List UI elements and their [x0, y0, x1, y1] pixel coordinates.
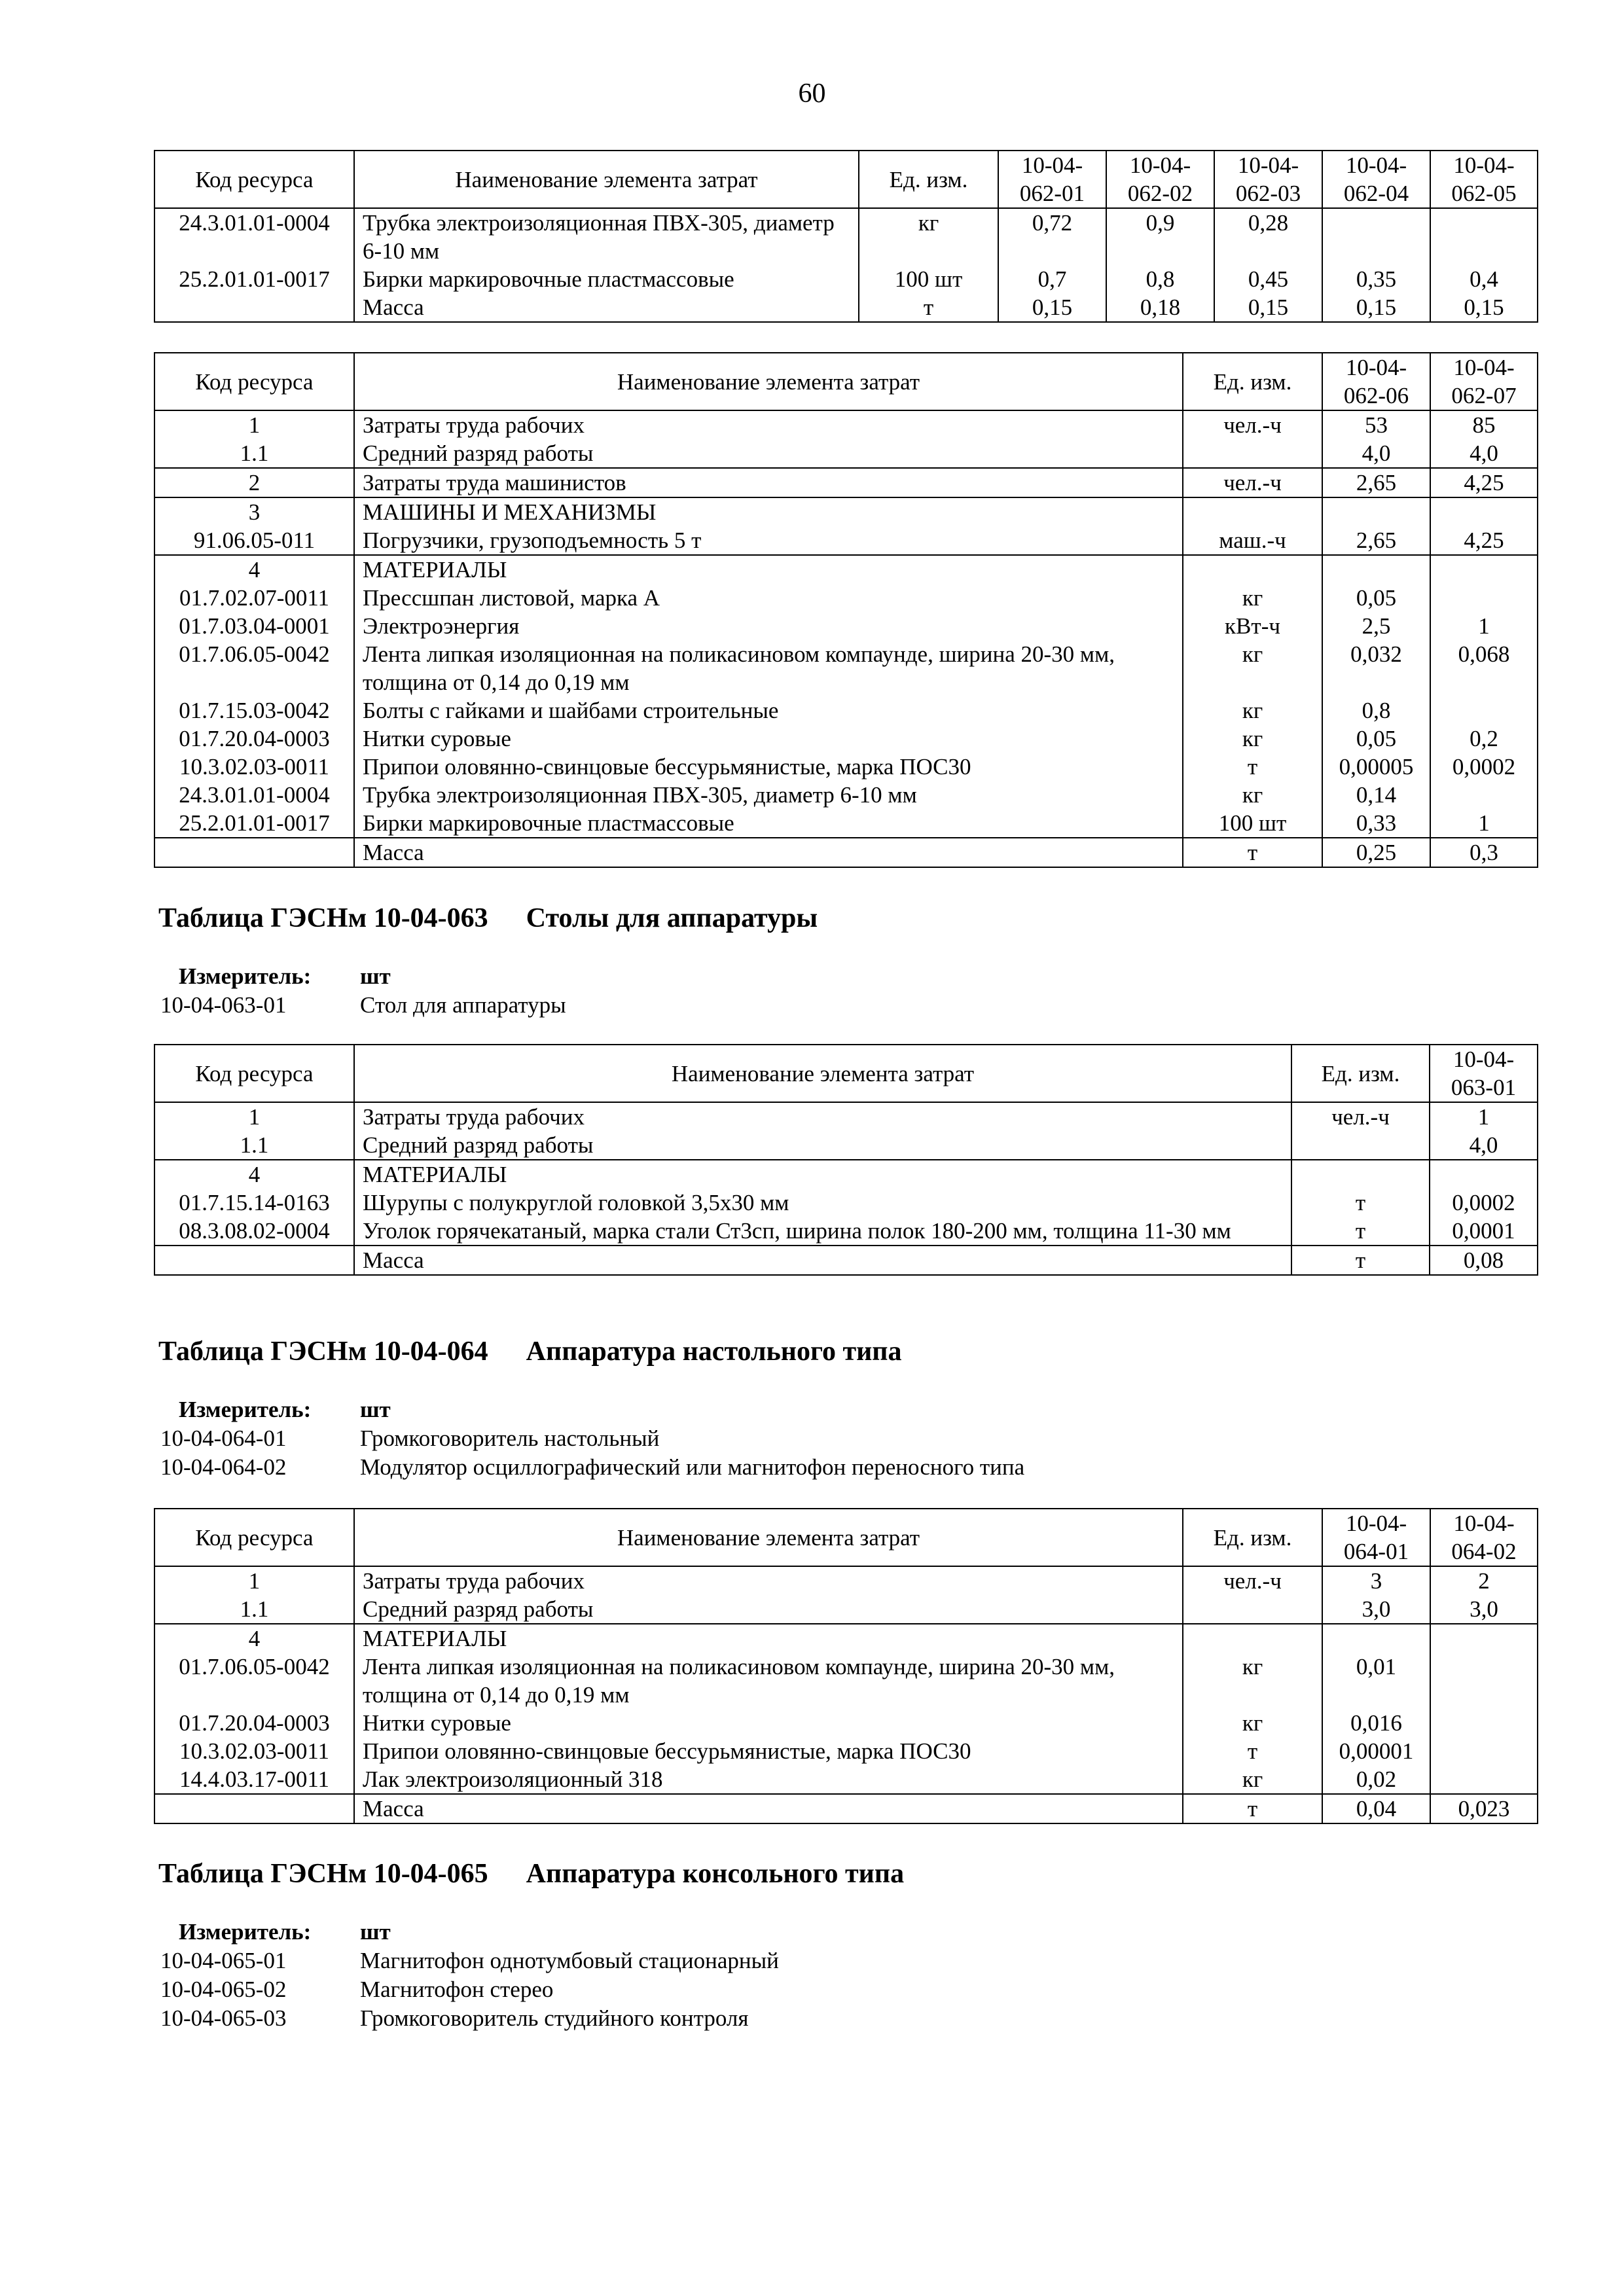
resource-code — [154, 1794, 354, 1823]
resource-name: Масса — [354, 293, 859, 322]
meter-label: Измеритель: — [179, 1919, 312, 1945]
table-row — [154, 526, 1538, 555]
resource-code: 4 — [154, 555, 354, 584]
norm-value — [1430, 781, 1538, 809]
resource-name: Нитки суровые — [354, 1709, 1183, 1737]
col-header-norm: 10-04- 064-02 — [1430, 1509, 1538, 1566]
resource-code: 08.3.08.02-0004 — [154, 1217, 354, 1246]
resource-unit: чел.-ч — [1183, 1566, 1322, 1595]
col-header-code: Код ресурса — [154, 353, 354, 410]
norm-value: 0,8 — [1322, 696, 1430, 725]
norm-value — [1430, 1737, 1538, 1765]
table-row — [154, 1131, 1538, 1160]
meter-label: Измеритель: — [179, 963, 312, 989]
resource-unit: т — [1291, 1217, 1430, 1246]
resource-table-062-01-05 — [154, 150, 1538, 323]
resource-unit: кг — [1183, 1765, 1322, 1794]
resource-unit — [1183, 1595, 1322, 1624]
norm-value: 1 — [1430, 1102, 1538, 1131]
norm-value: 4,0 — [1430, 1131, 1538, 1160]
col-header-norm: 10-04- 062-06 — [1322, 353, 1430, 410]
resource-code: 01.7.15.14-0163 — [154, 1189, 354, 1217]
meter-unit: шт — [360, 1919, 391, 1945]
resource-code: 14.4.03.17-0011 — [154, 1765, 354, 1794]
resource-name: Затраты труда рабочих — [354, 410, 1183, 439]
resource-code: 4 — [154, 1624, 354, 1653]
table-row — [154, 1217, 1538, 1246]
table-row — [154, 696, 1538, 725]
col-header-code: Код ресурса — [154, 151, 354, 208]
resource-unit: маш.-ч — [1183, 526, 1322, 555]
resource-code: 1.1 — [154, 439, 354, 468]
resource-name: Бирки маркировочные пластмассовые — [354, 265, 859, 293]
norm-value: 0,0001 — [1430, 1217, 1538, 1246]
resource-unit: чел.-ч — [1183, 410, 1322, 439]
resource-name: МАШИНЫ И МЕХАНИЗМЫ — [354, 497, 1183, 526]
norm-value: 0,72 — [998, 208, 1106, 265]
norm-value: 0,35 — [1322, 265, 1430, 293]
norm-value — [1430, 584, 1538, 612]
resource-unit: 100 шт — [1183, 809, 1322, 838]
resource-unit: т — [1291, 1246, 1430, 1275]
resource-name: Бирки маркировочные пластмассовые — [354, 809, 1183, 838]
table-heading-064 — [158, 1335, 902, 1368]
meter-item-code: 10-04-065-02 — [160, 1977, 287, 2002]
norm-value: 0,15 — [1322, 293, 1430, 322]
resource-unit: чел.-ч — [1291, 1102, 1430, 1131]
col-header-code: Код ресурса — [154, 1509, 354, 1566]
resource-unit: т — [1291, 1189, 1430, 1217]
resource-code: 25.2.01.01-0017 — [154, 265, 354, 293]
resource-unit: кг — [1183, 781, 1322, 809]
resource-name: Нитки суровые — [354, 725, 1183, 753]
resource-name: Электроэнергия — [354, 612, 1183, 640]
resource-name: Лента липкая изоляционная на поликасиновом компаунде, ширина 20-30 мм, толщина от 0,14 до 0,19 мм — [354, 1653, 1183, 1709]
norm-value: 0,45 — [1214, 265, 1322, 293]
norm-value: 0,8 — [1106, 265, 1214, 293]
resource-name: Прессшпан листовой, марка А — [354, 584, 1183, 612]
norm-value — [1322, 1624, 1430, 1653]
table-row — [154, 497, 1538, 526]
resource-unit — [1291, 1160, 1430, 1189]
norm-value: 0,2 — [1430, 725, 1538, 753]
norm-value: 0,9 — [1106, 208, 1214, 265]
table-row — [154, 1737, 1538, 1765]
meter-item — [160, 1946, 779, 1975]
table-row — [154, 265, 1538, 293]
norm-value — [1430, 696, 1538, 725]
resource-unit: кг — [1183, 1653, 1322, 1709]
resource-name: Трубка электроизоляционная ПВХ-305, диаметр 6-10 мм — [354, 208, 859, 265]
resource-name: Масса — [354, 838, 1183, 867]
resource-name: Средний разряд работы — [354, 1131, 1291, 1160]
table-heading-prefix: Таблица ГЭСНм 10-04-065 — [158, 1859, 488, 1889]
table-row — [154, 439, 1538, 468]
meter-item-code: 10-04-065-03 — [160, 2005, 287, 2031]
col-header-name: Наименование элемента затрат — [354, 1045, 1291, 1102]
norm-value — [1322, 497, 1430, 526]
resource-unit — [1183, 555, 1322, 584]
table-row — [154, 725, 1538, 753]
resource-code: 01.7.20.04-0003 — [154, 1709, 354, 1737]
resource-code: 1 — [154, 1566, 354, 1595]
col-header-unit: Ед. изм. — [1183, 1509, 1322, 1566]
table-row — [154, 468, 1538, 497]
table-row — [154, 555, 1538, 584]
norm-value — [1430, 1709, 1538, 1737]
norm-value: 3,0 — [1322, 1595, 1430, 1624]
resource-code: 1.1 — [154, 1595, 354, 1624]
table-row — [154, 1160, 1538, 1189]
resource-name: Затраты труда рабочих — [354, 1102, 1291, 1131]
norm-value: 2,5 — [1322, 612, 1430, 640]
resource-unit: кг — [1183, 725, 1322, 753]
resource-name: Лак электроизоляционный 318 — [354, 1765, 1183, 1794]
norm-value: 0,0002 — [1430, 1189, 1538, 1217]
table-row — [154, 584, 1538, 612]
resource-unit — [1183, 439, 1322, 468]
col-header-name: Наименование элемента затрат — [354, 151, 859, 208]
norm-value: 0,7 — [998, 265, 1106, 293]
meter-item-name: Магнитофон стерео — [360, 1977, 554, 2002]
norm-value: 0,18 — [1106, 293, 1214, 322]
table-heading-title: Аппаратура настольного типа — [526, 1336, 902, 1367]
resource-name: Уголок горячекатаный, марка стали Ст3сп, ширина полок 180-200 мм, толщина 11-30 мм — [354, 1217, 1291, 1246]
meter-item-name: Модулятор осциллографический или магнитофон переносного типа — [360, 1454, 1025, 1480]
meter-label: Измеритель: — [179, 1397, 312, 1422]
table-row — [154, 1765, 1538, 1794]
col-header-norm: 10-04- 064-01 — [1322, 1509, 1430, 1566]
table-heading-prefix: Таблица ГЭСНм 10-04-064 — [158, 1336, 488, 1367]
table-row — [154, 208, 1538, 265]
table-row — [154, 1566, 1538, 1595]
table-row — [154, 1624, 1538, 1653]
table-heading-title: Аппаратура консольного типа — [526, 1859, 905, 1889]
resource-name: Масса — [354, 1246, 1291, 1275]
meter-item-name: Громкоговоритель настольный — [360, 1426, 660, 1451]
col-header-norm: 10-04- 062-01 — [998, 151, 1106, 208]
norm-value: 2,65 — [1322, 468, 1430, 497]
norm-value: 0,25 — [1322, 838, 1430, 867]
resource-name: Затраты труда машинистов — [354, 468, 1183, 497]
norm-value: 0,05 — [1322, 725, 1430, 753]
norm-value: 2 — [1430, 1566, 1538, 1595]
resource-code: 3 — [154, 497, 354, 526]
norm-value — [1322, 208, 1430, 265]
resource-name: МАТЕРИАЛЫ — [354, 555, 1183, 584]
resource-unit: кг — [1183, 640, 1322, 696]
resource-code: 25.2.01.01-0017 — [154, 809, 354, 838]
resource-code: 4 — [154, 1160, 354, 1189]
norm-value: 0,15 — [1430, 293, 1538, 322]
col-header-norm: 10-04- 062-04 — [1322, 151, 1430, 208]
resource-unit — [1183, 497, 1322, 526]
resource-name: Масса — [354, 1794, 1183, 1823]
resource-code: 01.7.06.05-0042 — [154, 640, 354, 696]
resource-name: Припои оловянно-свинцовые бессурьмянистые, марка ПОС30 — [354, 1737, 1183, 1765]
resource-unit: кВт-ч — [1183, 612, 1322, 640]
col-header-norm: 10-04- 063-01 — [1430, 1045, 1538, 1102]
norm-value: 1 — [1430, 809, 1538, 838]
resource-name: Болты с гайками и шайбами строительные — [354, 696, 1183, 725]
resource-code: 1 — [154, 410, 354, 439]
norm-value: 1 — [1430, 612, 1538, 640]
table-row — [154, 809, 1538, 838]
table-heading-063 — [158, 902, 818, 935]
norm-value — [1430, 1765, 1538, 1794]
resource-code — [154, 1246, 354, 1275]
table-row — [154, 753, 1538, 781]
table-row — [154, 1794, 1538, 1823]
meter-item — [160, 1424, 1024, 1453]
resource-unit: т — [1183, 1794, 1322, 1823]
norm-value — [1430, 1653, 1538, 1709]
meter-item-name: Стол для аппаратуры — [360, 992, 566, 1018]
resource-name: Лента липкая изоляционная на поликасиновом компаунде, ширина 20-30 мм, толщина от 0,14 до 0,19 мм — [354, 640, 1183, 696]
norm-value: 85 — [1430, 410, 1538, 439]
norm-value: 0,023 — [1430, 1794, 1538, 1823]
norm-value: 0,00005 — [1322, 753, 1430, 781]
resource-name: Шурупы с полукруглой головкой 3,5х30 мм — [354, 1189, 1291, 1217]
meter-block-065 — [160, 1918, 779, 2033]
resource-unit: кг — [1183, 1709, 1322, 1737]
norm-value — [1430, 1624, 1538, 1653]
norm-value: 0,15 — [1214, 293, 1322, 322]
norm-value: 3,0 — [1430, 1595, 1538, 1624]
table-row — [154, 1653, 1538, 1709]
resource-name: МАТЕРИАЛЫ — [354, 1160, 1291, 1189]
norm-value: 4,0 — [1322, 439, 1430, 468]
norm-value: 0,0002 — [1430, 753, 1538, 781]
meter-block-063 — [160, 962, 566, 1020]
table-heading-065 — [158, 1857, 904, 1890]
norm-value: 0,33 — [1322, 809, 1430, 838]
table-row — [154, 1595, 1538, 1624]
norm-value: 4,25 — [1430, 468, 1538, 497]
resource-code: 01.7.03.04-0001 — [154, 612, 354, 640]
resource-unit: т — [1183, 753, 1322, 781]
norm-value — [1430, 1160, 1538, 1189]
resource-unit: кг — [859, 208, 998, 265]
meter-item-name: Громкоговоритель студийного контроля — [360, 2005, 749, 2031]
col-header-unit: Ед. изм. — [1183, 353, 1322, 410]
table-row — [154, 640, 1538, 696]
norm-value: 0,15 — [998, 293, 1106, 322]
resource-unit: 100 шт — [859, 265, 998, 293]
col-header-name: Наименование элемента затрат — [354, 1509, 1183, 1566]
resource-unit: т — [1183, 838, 1322, 867]
norm-value: 0,04 — [1322, 1794, 1430, 1823]
norm-value: 0,08 — [1430, 1246, 1538, 1275]
resource-unit: кг — [1183, 696, 1322, 725]
table-row — [154, 1246, 1538, 1275]
meter-block-064 — [160, 1395, 1024, 1482]
table-row — [154, 410, 1538, 439]
resource-code: 24.3.01.01-0004 — [154, 781, 354, 809]
norm-value: 0,28 — [1214, 208, 1322, 265]
norm-value: 0,02 — [1322, 1765, 1430, 1794]
resource-code: 1 — [154, 1102, 354, 1131]
resource-code — [154, 838, 354, 867]
col-header-code: Код ресурса — [154, 1045, 354, 1102]
meter-item — [160, 2004, 779, 2033]
norm-value — [1430, 497, 1538, 526]
table-row — [154, 1102, 1538, 1131]
resource-code: 1.1 — [154, 1131, 354, 1160]
table-heading-title: Столы для аппаратуры — [526, 903, 818, 933]
col-header-norm: 10-04- 062-07 — [1430, 353, 1538, 410]
meter-item — [160, 1453, 1024, 1482]
norm-value: 0,068 — [1430, 640, 1538, 696]
norm-value: 2,65 — [1322, 526, 1430, 555]
resource-unit: т — [1183, 1737, 1322, 1765]
table-row — [154, 612, 1538, 640]
resource-name: Средний разряд работы — [354, 439, 1183, 468]
table-row — [154, 1709, 1538, 1737]
norm-value: 53 — [1322, 410, 1430, 439]
resource-name: Погрузчики, грузоподъемность 5 т — [354, 526, 1183, 555]
resource-code: 91.06.05-011 — [154, 526, 354, 555]
col-header-norm: 10-04- 062-02 — [1106, 151, 1214, 208]
meter-item — [160, 1975, 779, 2004]
resource-unit: чел.-ч — [1183, 468, 1322, 497]
norm-value: 0,3 — [1430, 838, 1538, 867]
resource-code: 10.3.02.03-0011 — [154, 753, 354, 781]
norm-value: 4,25 — [1430, 526, 1538, 555]
norm-value: 0,01 — [1322, 1653, 1430, 1709]
resource-name: Затраты труда рабочих — [354, 1566, 1183, 1595]
col-header-norm: 10-04- 062-03 — [1214, 151, 1322, 208]
resource-code: 10.3.02.03-0011 — [154, 1737, 354, 1765]
meter-item-name: Магнитофон однотумбовый стационарный — [360, 1948, 779, 1973]
resource-name: Средний разряд работы — [354, 1595, 1183, 1624]
resource-code: 01.7.06.05-0042 — [154, 1653, 354, 1709]
meter-item-code: 10-04-065-01 — [160, 1948, 287, 1973]
meter-item-code: 10-04-064-01 — [160, 1426, 287, 1451]
resource-table-062-06-07 — [154, 352, 1538, 868]
table-row — [154, 1189, 1538, 1217]
norm-value — [1322, 555, 1430, 584]
resource-name: МАТЕРИАЛЫ — [354, 1624, 1183, 1653]
col-header-name: Наименование элемента затрат — [354, 353, 1183, 410]
meter-item-code: 10-04-063-01 — [160, 992, 287, 1018]
norm-value: 0,00001 — [1322, 1737, 1430, 1765]
page-number: 60 — [798, 79, 826, 109]
norm-value — [1430, 555, 1538, 584]
norm-value: 0,05 — [1322, 584, 1430, 612]
resource-name: Припои оловянно-свинцовые бессурьмянистые, марка ПОС30 — [354, 753, 1183, 781]
norm-value: 0,016 — [1322, 1709, 1430, 1737]
resource-table-063-01 — [154, 1044, 1538, 1276]
resource-unit: т — [859, 293, 998, 322]
norm-value: 4,0 — [1430, 439, 1538, 468]
meter-item-code: 10-04-064-02 — [160, 1454, 287, 1480]
resource-table-064-01-02 — [154, 1508, 1538, 1824]
resource-name: Трубка электроизоляционная ПВХ-305, диаметр 6-10 мм — [354, 781, 1183, 809]
col-header-norm: 10-04- 062-05 — [1430, 151, 1538, 208]
norm-value: 0,14 — [1322, 781, 1430, 809]
resource-unit — [1291, 1131, 1430, 1160]
col-header-unit: Ед. изм. — [1291, 1045, 1430, 1102]
resource-code: 2 — [154, 468, 354, 497]
resource-code: 01.7.15.03-0042 — [154, 696, 354, 725]
resource-code: 01.7.20.04-0003 — [154, 725, 354, 753]
meter-unit: шт — [360, 1397, 391, 1422]
resource-unit — [1183, 1624, 1322, 1653]
norm-value — [1430, 208, 1538, 265]
table-row — [154, 781, 1538, 809]
table-heading-prefix: Таблица ГЭСНм 10-04-063 — [158, 903, 488, 933]
col-header-unit: Ед. изм. — [859, 151, 998, 208]
meter-item — [160, 991, 566, 1020]
norm-value: 0,4 — [1430, 265, 1538, 293]
table-row — [154, 293, 1538, 322]
meter-unit: шт — [360, 963, 391, 989]
resource-code: 24.3.01.01-0004 — [154, 208, 354, 265]
resource-code: 01.7.02.07-0011 — [154, 584, 354, 612]
resource-unit: кг — [1183, 584, 1322, 612]
norm-value: 0,032 — [1322, 640, 1430, 696]
table-row — [154, 838, 1538, 867]
resource-code — [154, 293, 354, 322]
norm-value: 3 — [1322, 1566, 1430, 1595]
